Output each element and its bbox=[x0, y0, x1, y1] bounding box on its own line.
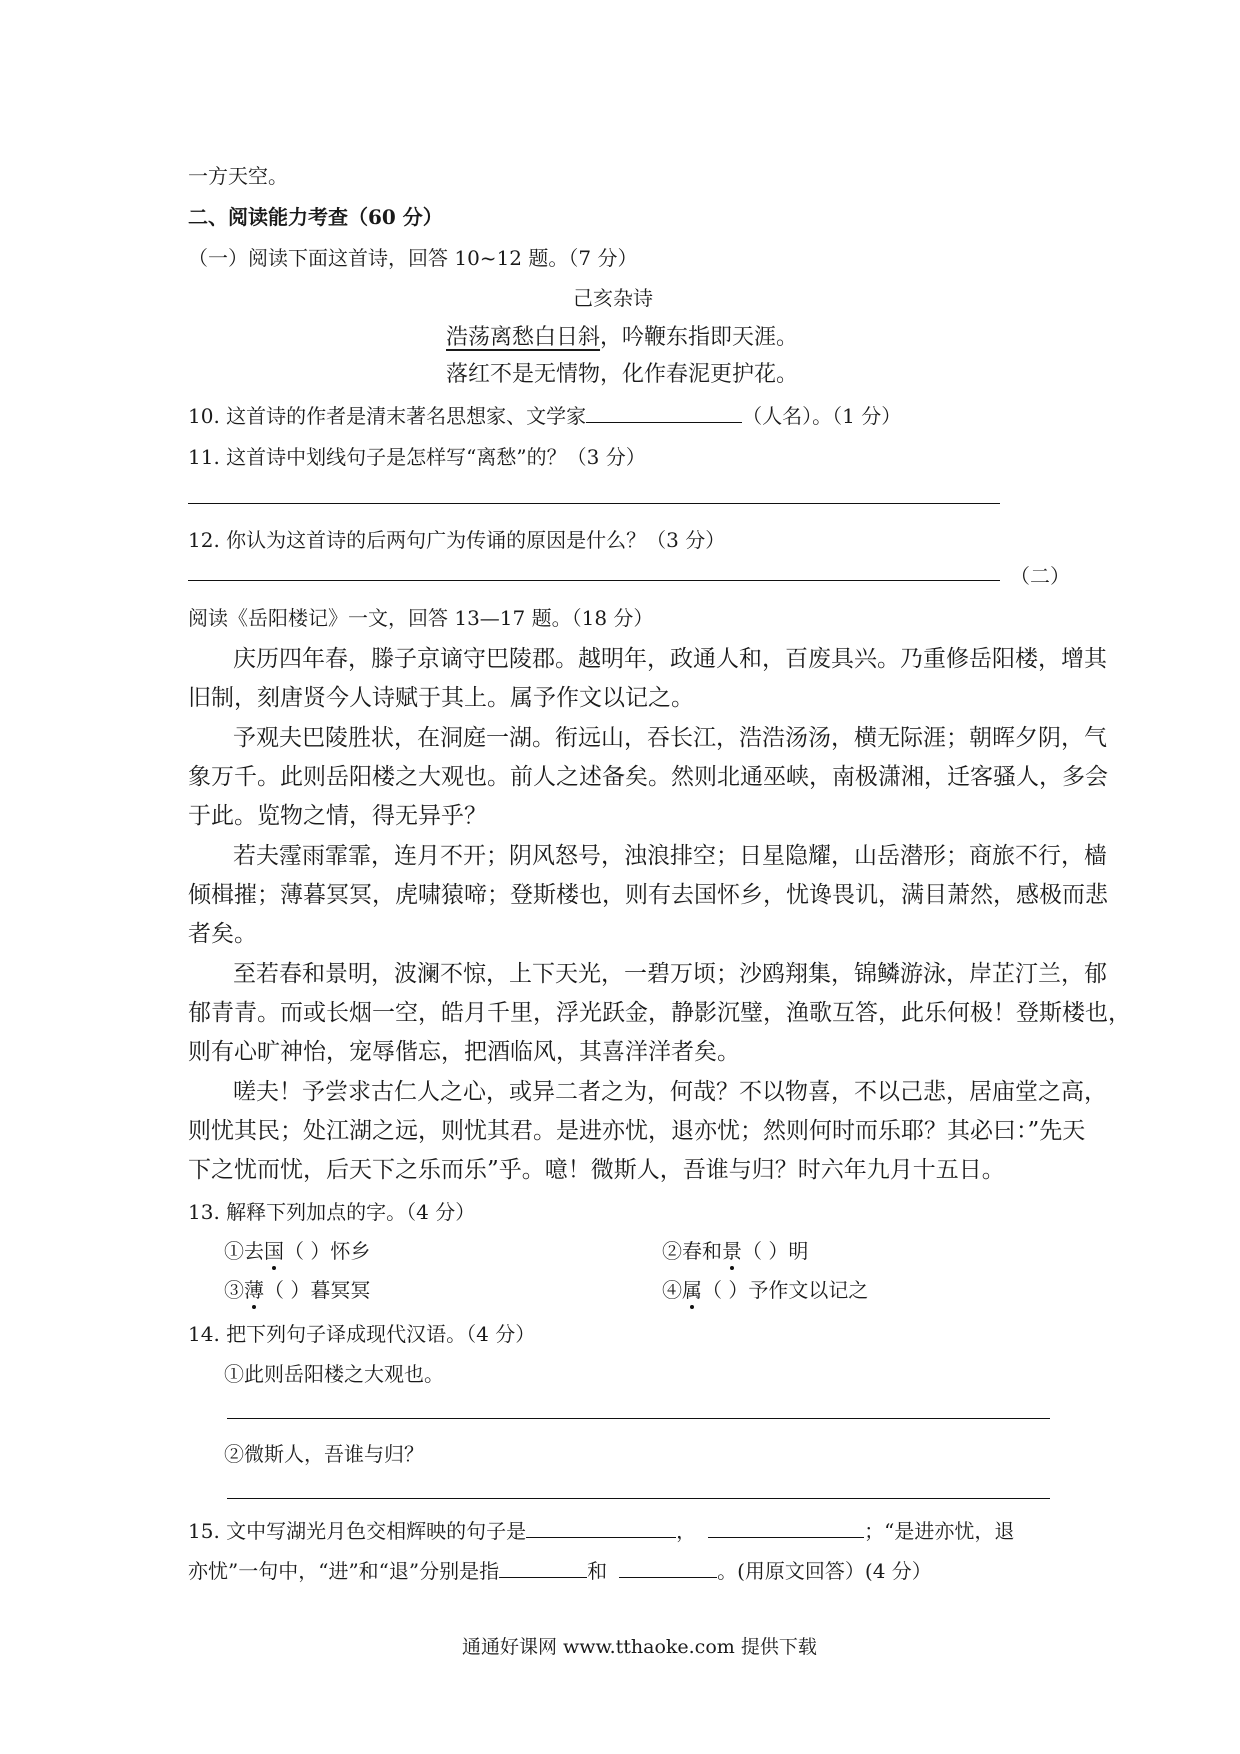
item-blank-text[interactable]: （ ）暮冥冥 bbox=[264, 1278, 371, 1302]
section-heading: 二、阅读能力考查（60 分） bbox=[188, 205, 443, 229]
poem-title: 己亥杂诗 bbox=[573, 286, 653, 310]
q15-blank-2[interactable] bbox=[708, 1515, 864, 1538]
q15-text: 。(用原文回答）(4 分） bbox=[717, 1559, 932, 1583]
q14-sentence-1: ①此则岳阳楼之大观也。 bbox=[224, 1362, 444, 1386]
question-12: 12. 你认为这首诗的后两句广为传诵的原因是什么？（3 分） bbox=[188, 528, 726, 552]
q15-blank-3[interactable] bbox=[499, 1555, 587, 1578]
passage-line: 嗟夫！予尝求古仁人之心，或异二者之为，何哉？不以物喜，不以己悲，居庙堂之高， bbox=[233, 1079, 1107, 1105]
item-blank-text[interactable]: （ ）明 bbox=[742, 1239, 809, 1263]
item-blank-text[interactable]: （ ）予作文以记之 bbox=[702, 1278, 869, 1302]
question-10 bbox=[188, 400, 901, 429]
question-15-line-2 bbox=[188, 1555, 932, 1584]
part2-intro: 阅读《岳阳楼记》一文，回答 13—17 题。（18 分） bbox=[188, 606, 654, 630]
poem-line-1 bbox=[446, 320, 798, 351]
dotted-character: 属 bbox=[682, 1278, 702, 1302]
passage-line: 若夫霪雨霏霏，连月不开；阴风怒号，浊浪排空；日星隐耀，山岳潜形；商旅不行，樯 bbox=[233, 843, 1107, 869]
question-14: 14. 把下列句子译成现代汉语。（4 分） bbox=[188, 1322, 536, 1346]
q15-text: ， bbox=[676, 1519, 697, 1543]
poem-line-2: 落红不是无情物，化作春泥更护花。 bbox=[446, 362, 799, 387]
q15-blank-1[interactable] bbox=[526, 1515, 676, 1538]
item-pre: 去 bbox=[244, 1239, 264, 1263]
passage-line: 象万千。此则岳阳楼之大观也。前人之述备矣。然则北通巫峡，南极潇湘，迁客骚人，多会 bbox=[188, 764, 1108, 790]
passage-line: 倾楫摧；薄暮冥冥，虎啸猿啼；登斯楼也，则有去国怀乡，忧谗畏讥，满目萧然，感极而悲 bbox=[188, 882, 1108, 908]
footer-text: 通通好课网 www.tthaoke.com 提供下载 bbox=[462, 1636, 817, 1658]
item-number: ③ bbox=[224, 1278, 244, 1302]
part2-label: （二） bbox=[1010, 564, 1070, 588]
q14-answer-line-1[interactable] bbox=[227, 1418, 1050, 1419]
dotted-character: 国 bbox=[264, 1239, 284, 1263]
q15-text: ；“是进亦忧，退 bbox=[864, 1519, 1015, 1543]
passage-line: 庆历四年春，滕子京谪守巴陵郡。越明年，政通人和，百废具兴。乃重修岳阳楼，增其 bbox=[233, 646, 1107, 672]
passage-line: 旧制，刻唐贤今人诗赋于其上。属予作文以记之。 bbox=[188, 685, 694, 711]
q14-sentence-2: ②微斯人，吾谁与归？ bbox=[224, 1442, 424, 1466]
q15-text: 和 bbox=[587, 1559, 608, 1583]
poem-underlined-phrase: 浩荡离愁白日斜 bbox=[446, 325, 601, 350]
q10-prefix: 10. 这首诗的作者是清末著名思想家、文学家 bbox=[188, 404, 587, 428]
passage-line: 下之忧而忧，后天下之乐而乐”乎。噫！微斯人，吾谁与归？时六年九月十五日。 bbox=[188, 1157, 1005, 1183]
q13-item-1 bbox=[224, 1235, 370, 1264]
dotted-character: 薄 bbox=[244, 1278, 264, 1302]
paragraph-end: 一方天空。 bbox=[188, 164, 288, 188]
q15-text: 亦忧”一句中，“进”和“退”分别是指 bbox=[188, 1559, 500, 1583]
passage-line: 者矣。 bbox=[188, 921, 257, 947]
question-15-line-1 bbox=[188, 1515, 1014, 1544]
poem-line-1-rest: ，吟鞭东指即天涯。 bbox=[600, 325, 799, 350]
item-blank-text[interactable]: （ ）怀乡 bbox=[284, 1239, 371, 1263]
q13-item-3 bbox=[224, 1274, 370, 1303]
passage-line: 予观夫巴陵胜状，在洞庭一湖。衔远山，吞长江，浩浩汤汤，横无际涯；朝晖夕阴，气 bbox=[233, 725, 1107, 751]
q14-answer-line-2[interactable] bbox=[227, 1498, 1050, 1499]
q15-text: 15. 文中写湖光月色交相辉映的句子是 bbox=[188, 1519, 527, 1543]
passage-line: 则有心旷神怡，宠辱偕忘，把酒临风，其喜洋洋者矣。 bbox=[188, 1039, 740, 1065]
item-number: ① bbox=[224, 1239, 244, 1263]
dotted-character: 景 bbox=[722, 1239, 742, 1263]
question-11: 11. 这首诗中划线句子是怎样写“离愁”的？（3 分） bbox=[188, 445, 646, 469]
passage-line: 至若春和景明，波澜不惊，上下天光，一碧万顷；沙鸥翔集，锦鳞游泳，岸芷汀兰，郁 bbox=[233, 961, 1107, 987]
item-number: ④ bbox=[662, 1278, 682, 1302]
q12-answer-line[interactable] bbox=[188, 580, 1000, 581]
q13-item-2 bbox=[662, 1235, 808, 1264]
question-13: 13. 解释下列加点的字。（4 分） bbox=[188, 1200, 476, 1224]
q10-suffix: （人名）。（1 分） bbox=[742, 404, 902, 428]
q13-item-4 bbox=[662, 1274, 868, 1303]
part1-intro: （一）阅读下面这首诗，回答 10~12 题。（7 分） bbox=[188, 246, 638, 270]
q11-answer-line[interactable] bbox=[188, 503, 1000, 504]
q10-answer-blank[interactable] bbox=[586, 400, 742, 423]
item-pre: 春和 bbox=[682, 1239, 722, 1263]
q15-blank-4[interactable] bbox=[619, 1555, 717, 1578]
passage-line: 于此。览物之情，得无异乎？ bbox=[188, 803, 487, 829]
item-number: ② bbox=[662, 1239, 682, 1263]
passage-line: 则忧其民；处江湖之远，则忧其君。是进亦忧，退亦忧；然则何时而乐耶？其必曰：”先天 bbox=[188, 1118, 1086, 1144]
passage-line: 郁青青。而或长烟一空，皓月千里，浮光跃金，静影沉璧，渔歌互答，此乐何极！登斯楼也， bbox=[188, 1000, 1131, 1026]
